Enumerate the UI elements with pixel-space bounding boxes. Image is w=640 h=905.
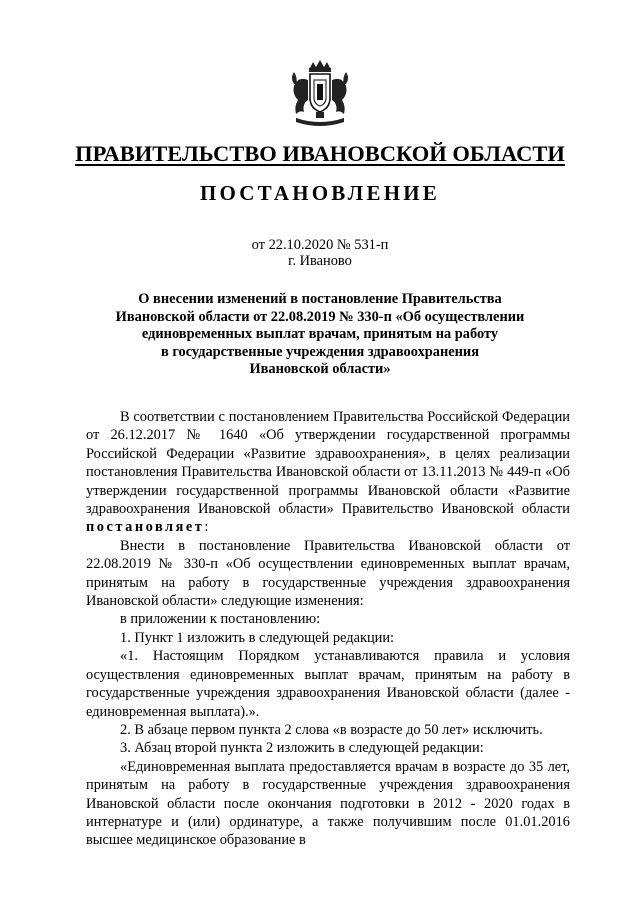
paragraph-text: В соответствии с постановлением Правительства Российской Федерации от 26.12.2017 № 1640 «Об утверждении государственной программы Российской Федерации «Развитие здравоохранения», в целях реализации постановления Правительства Ивановской области от 13.11.2013 № 449-п «Об утверждении государственной программы Ивановской области «Развитие здравоохранения Ивановской области» Правительство Ивановской области [86, 409, 570, 518]
document-type: ПОСТАНОВЛЕНИЕ [199, 181, 441, 205]
document-title [60, 291, 580, 379]
paragraph: «1. Настоящим Порядком устанавливаются правила и условия осуществления единовременных выплат врачам, принятым на работу в государственные учреждения здравоохранения Ивановской области (далее - единовременная выплата).». [86, 648, 570, 720]
government-name [0, 141, 640, 167]
paragraph: 1. Пункт 1 изложить в следующей редакции: [120, 629, 395, 646]
title-line: О внесении изменений в постановление Правительства [138, 291, 502, 307]
title-line: Ивановской области» [249, 361, 391, 378]
paragraph: «Единовременная выплата предоставляется врачам в возрасте до 35 лет, принятым на работу в государственные учреждения здравоохранения Ивановской области после окончания подготовки в 2012 - 2020 годах в интернатуре и (или) ординатуре, а также получившим после 01.01.2016 высшее медицинское образование в [86, 758, 570, 849]
city: г. Иваново [288, 253, 352, 269]
document-meta [0, 237, 640, 269]
paragraph: 2. В абзаце первом пункта 2 слова «в возрасте до 50 лет» исключить. [120, 721, 543, 738]
government-name-text: ПРАВИТЕЛЬСТВО ИВАНОВСКОЙ ОБЛАСТИ [75, 141, 565, 166]
document-body [86, 408, 570, 850]
paragraph [86, 408, 570, 537]
date-number: от 22.10.2020 № 531-п [251, 237, 389, 253]
coat-of-arms-icon [286, 58, 354, 130]
emphasis-word: постановляет [86, 519, 205, 536]
paragraph: в приложении к постановлению: [120, 611, 321, 628]
title-line: в государственные учреждения здравоохранения [160, 343, 480, 360]
paragraph: 3. Абзац второй пункта 2 изложить в следующей редакции: [120, 740, 484, 757]
paragraph: Внести в постановление Правительства Ивановской области от 22.08.2019 № 330-п «Об осуществлении единовременных выплат врачам, принятым на работу в государственные учреждения здравоохранения Ивановской области» следующие изменения: [86, 537, 570, 610]
title-line: Ивановской области от 22.08.2019 № 330-п «Об осуществлении [115, 308, 525, 325]
paragraph-end: : [204, 519, 209, 536]
title-line: единовременных выплат врачам, принятым на работу [141, 326, 499, 343]
